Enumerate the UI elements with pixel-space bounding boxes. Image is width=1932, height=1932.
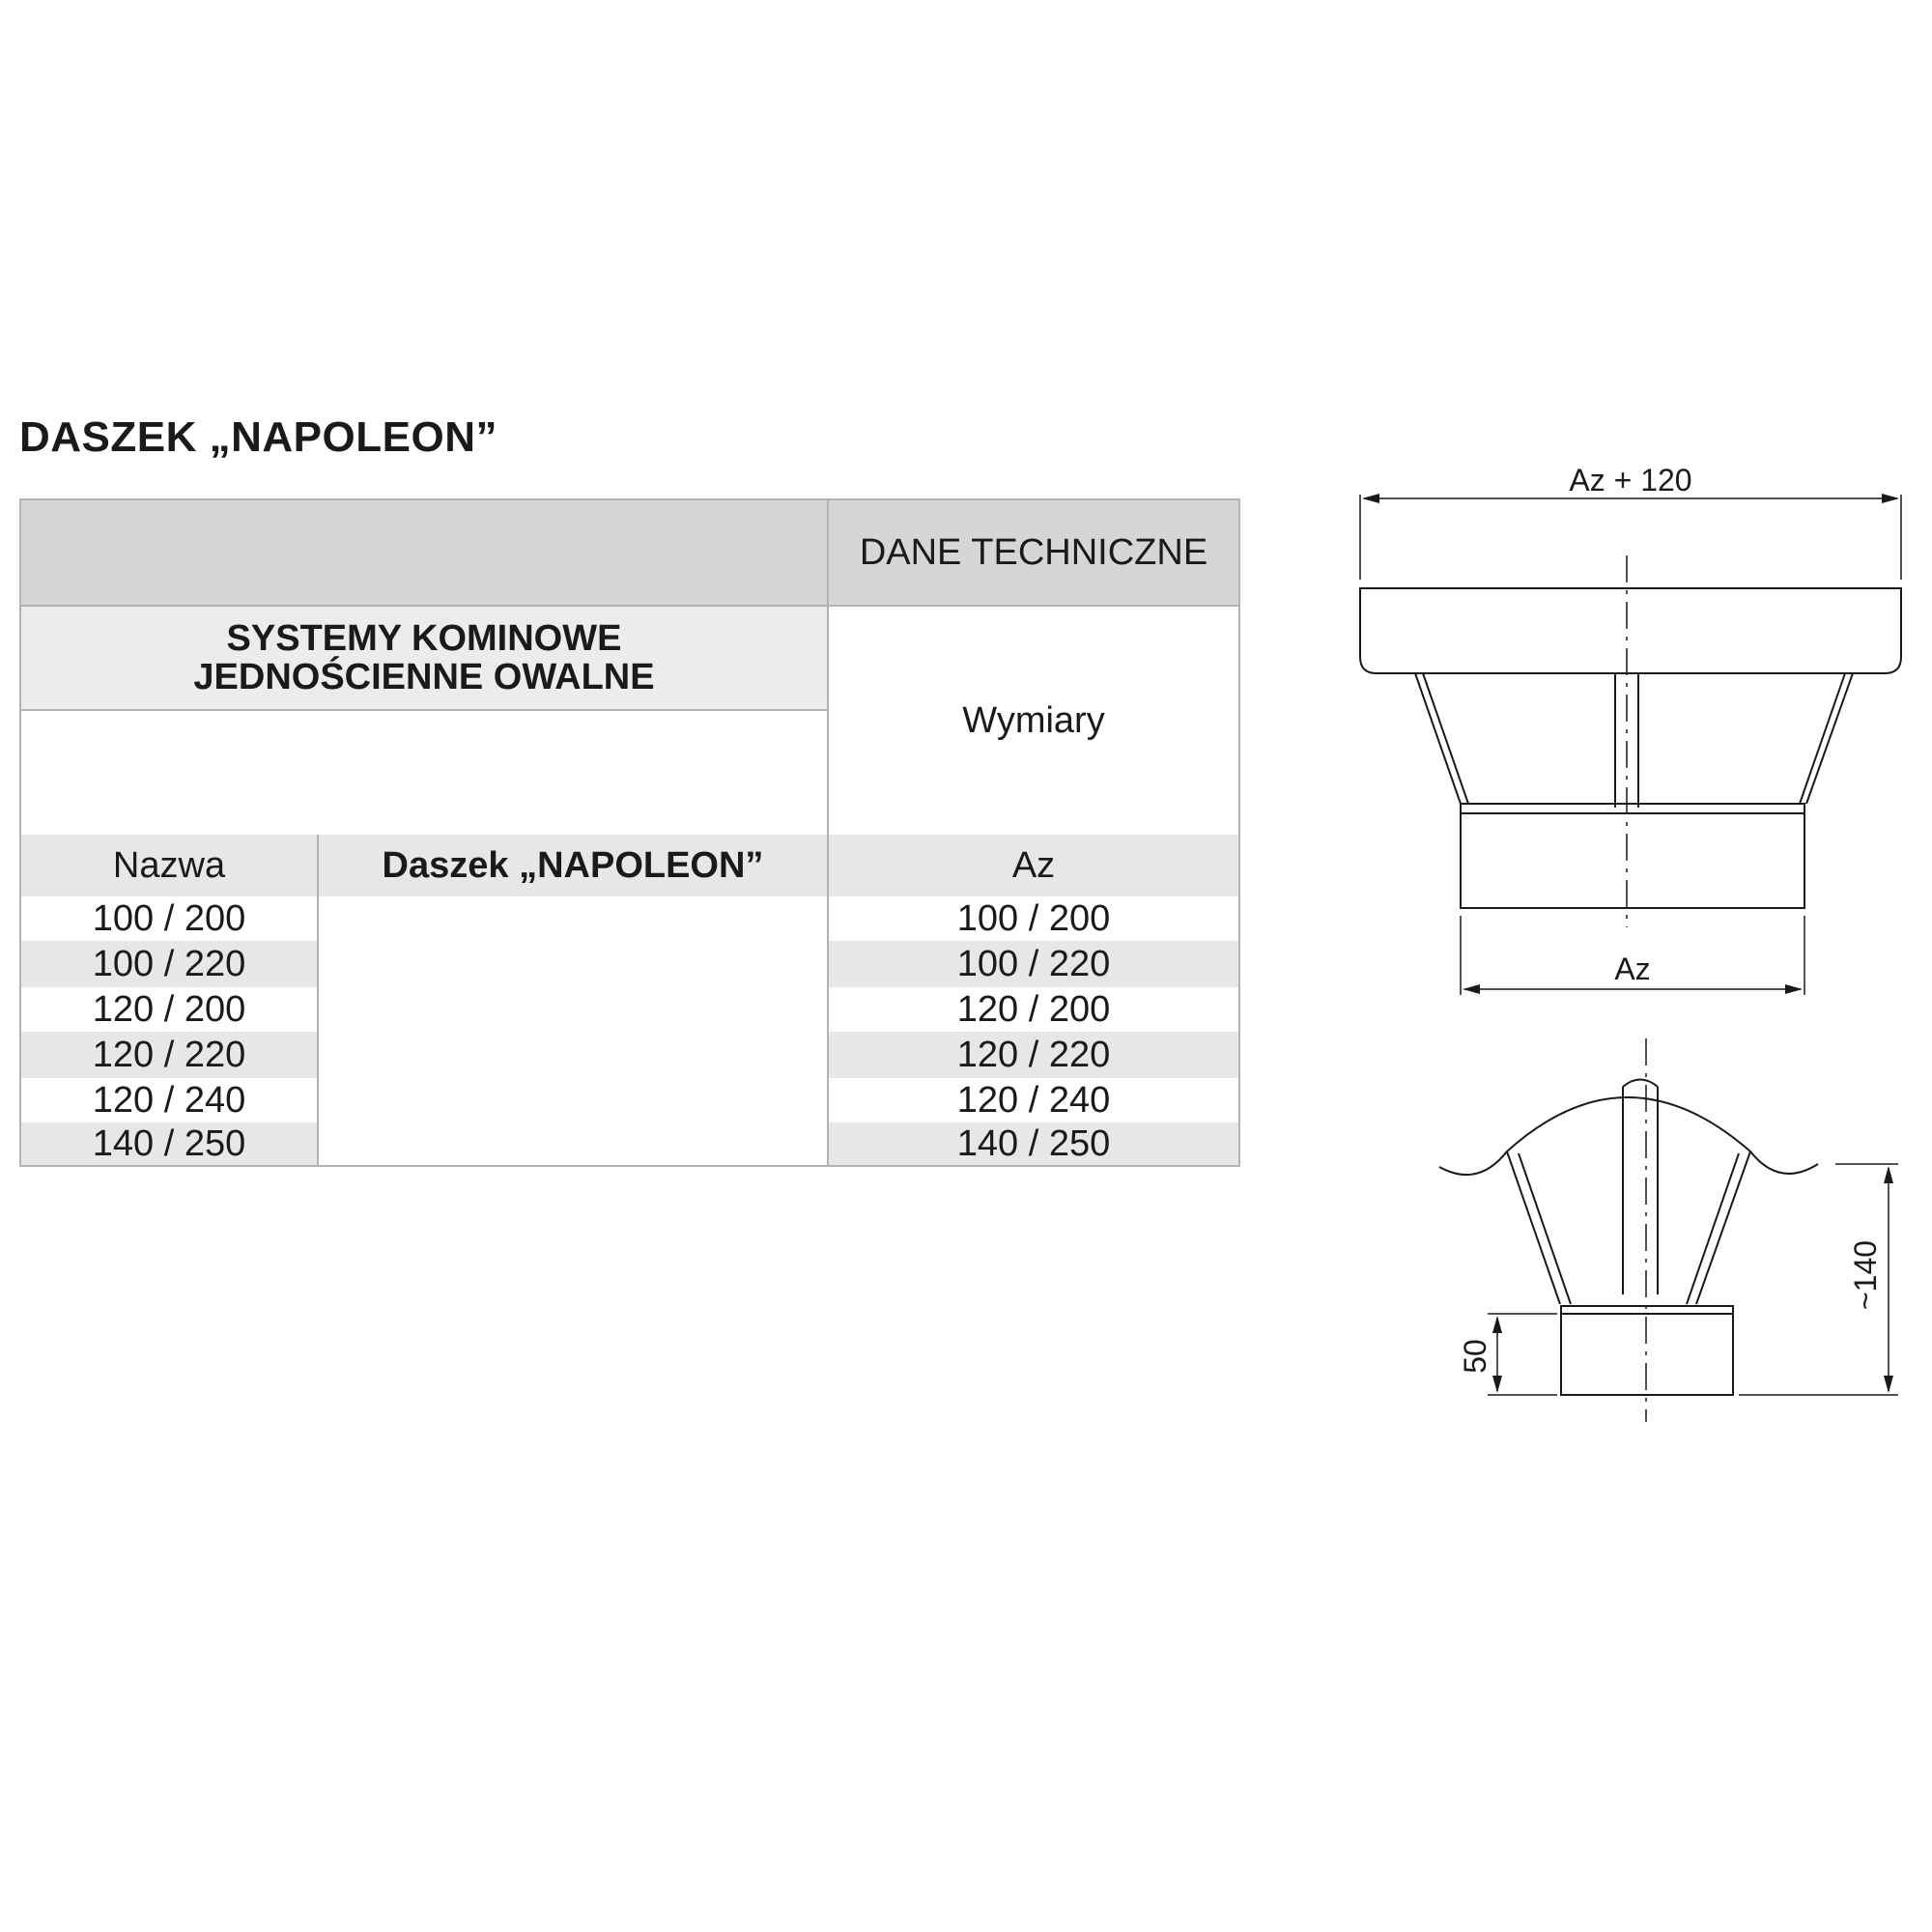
row-az: 100 / 200 (956, 897, 1111, 939)
col-header-nazwa: Nazwa (21, 835, 317, 896)
divider (21, 709, 827, 711)
row-az: 120 / 240 (956, 1079, 1111, 1121)
row-nazwa: 120 / 220 (21, 1032, 317, 1078)
col-header-az: Az (829, 835, 1238, 896)
cap-top-outline (1360, 588, 1901, 673)
row-nazwa: 140 / 250 (21, 1122, 317, 1165)
page-title: DASZEK „NAPOLEON” (19, 413, 497, 461)
systemy-line-2: JEDNOŚCIENNE OWALNE (193, 657, 655, 697)
divider (827, 500, 829, 1165)
technical-drawing (1333, 454, 1932, 1439)
side-cap-arc (1439, 1097, 1818, 1175)
row-nazwa: 100 / 200 (92, 897, 246, 939)
dim-collar: 50 (1458, 1339, 1492, 1374)
divider (21, 605, 1238, 607)
systemy-header (21, 607, 827, 709)
row-nazwa: 120 / 200 (92, 988, 246, 1030)
dane-techniczne-header: DANE TECHNICZNE (829, 500, 1238, 605)
row-nazwa: 100 / 220 (21, 941, 317, 987)
systemy-line-1: SYSTEMY KOMINOWE (226, 618, 622, 659)
dim-top-width: Az + 120 (1569, 463, 1692, 497)
col-header-produkt: Daszek „NAPOLEON” (319, 835, 827, 896)
wymiary-label: Wymiary (962, 700, 1105, 741)
dim-bottom-width: Az (1614, 952, 1651, 986)
divider (317, 835, 319, 1165)
row-az: 120 / 200 (956, 988, 1111, 1030)
row-az: 140 / 250 (829, 1122, 1238, 1165)
side-collar-outline (1561, 1306, 1733, 1395)
row-nazwa: 120 / 240 (92, 1079, 246, 1121)
collar-outline (1461, 804, 1804, 908)
dim-height: ~140 (1848, 1239, 1883, 1311)
header-blank (21, 500, 827, 605)
row-az: 100 / 220 (829, 941, 1238, 987)
row-az: 120 / 220 (829, 1032, 1238, 1078)
spec-table (19, 498, 1240, 1167)
